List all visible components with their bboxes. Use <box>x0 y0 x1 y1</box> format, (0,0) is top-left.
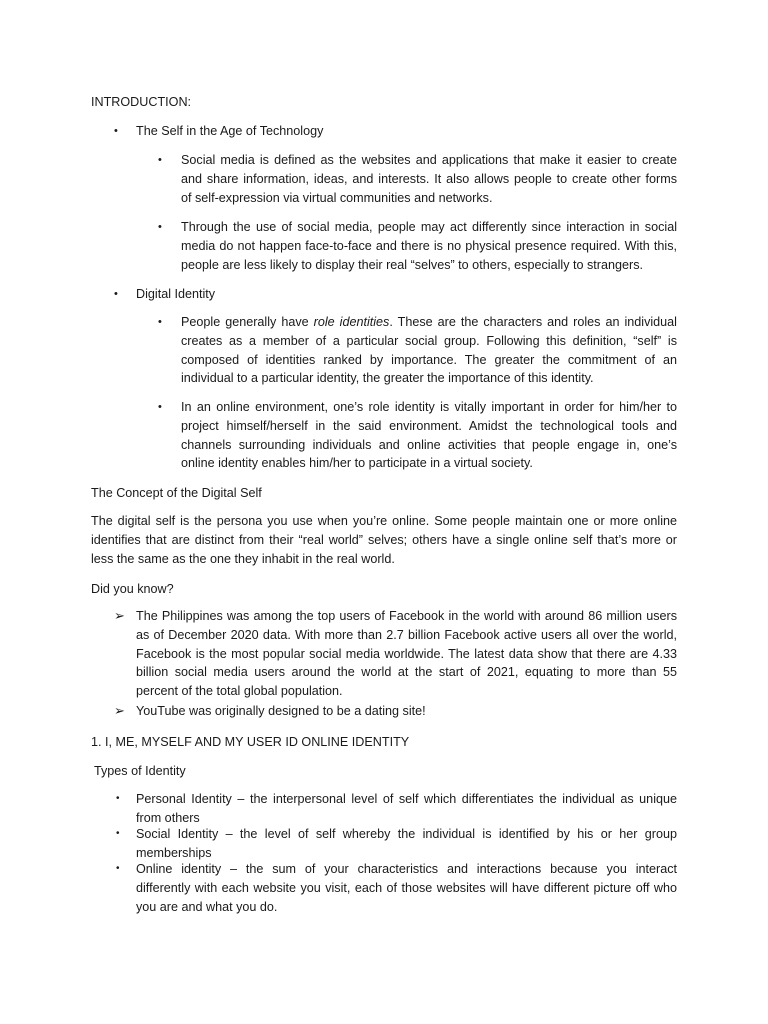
heading-types-of-identity: Types of Identity <box>94 764 186 778</box>
fact-philippines-facebook: The Philippines was among the top users of Facebook in the world with around 86 million users as of December 2020 data. With more than 2.7 billion Facebook active users all over the world, Facebook is the most popular social media worldwide. The latest data show that there are 4.33 billion social media users around the world at the start of 2021, equating to more than 55 percent of the total global population. <box>136 609 677 699</box>
bullet-dot: • <box>116 793 120 804</box>
arrow-bullet-icon: ➢ <box>114 608 125 623</box>
arrow-bullet-icon: ➢ <box>114 703 125 718</box>
bullet-dot: • <box>116 828 120 839</box>
heading-section-1: 1. I, ME, MYSELF AND MY USER ID ONLINE IDENTITY <box>91 735 410 749</box>
bullet-dot: • <box>158 401 162 413</box>
identity-type-social: Social Identity – the level of self whereby the individual is identified by his or her group memberships <box>136 827 677 860</box>
bullet-dot: • <box>114 125 118 137</box>
bullet-dot: • <box>116 863 120 874</box>
heading-introduction: INTRODUCTION: <box>91 95 192 109</box>
bullet-dot: • <box>158 221 162 233</box>
paragraph-online-environment: In an online environment, one’s role identity is vitally important in order for him/her to project himself/herself in the said environment. Amidst the technological tools and channels surrounding individuals and online activities that people engage in, one’s online identity enables him/her to participate in a virtual society. <box>181 400 677 471</box>
paragraph-social-media-definition: Social media is defined as the websites and applications that make it easier to create and share information, ideas, and interests. It also allows people to create other forms of self-expression via virtual communities and networks. <box>181 153 677 205</box>
emphasis-role-identities: role identities <box>313 315 390 329</box>
bullet-dot: • <box>158 316 162 328</box>
heading-did-you-know: Did you know? <box>91 582 174 596</box>
section-title-digital-identity: Digital Identity <box>136 287 216 301</box>
heading-concept-digital-self: The Concept of the Digital Self <box>91 486 262 500</box>
identity-type-online: Online identity – the sum of your characteristics and interactions because you interact differently with each website you visit, each of those websites will have different picture off who you are and what you do. <box>136 862 677 914</box>
identity-type-personal: Personal Identity – the interpersonal level of self which differentiates the individual as unique from others <box>136 792 677 825</box>
bullet-dot: • <box>114 288 118 300</box>
paragraph-concept-digital-self: The digital self is the persona you use when you’re online. Some people maintain one or more online identifies that are distinct from their “real world” selves; others have a single online self that’s more or less the same as the one they inhabit in the real world. <box>91 514 677 566</box>
bullet-dot: • <box>158 154 162 166</box>
paragraph-role-identities: People generally have role identities. These are the characters and roles an individual creates as a member of a particular social group. Following this definition, “self” is composed of identities ranked by importance. The greater the commitment of an individual to a particular identity, the greater the importance of this identity. <box>181 315 677 386</box>
section-title-self-age: The Self in the Age of Technology <box>136 124 324 138</box>
fact-youtube-dating: YouTube was originally designed to be a dating site! <box>136 704 426 718</box>
paragraph-social-media-behavior: Through the use of social media, people may act differently since interaction in social media do not happen face-to-face and there is no physical presence required. With this, people are less likely to display their real “selves” to others, especially to strangers. <box>181 220 677 272</box>
